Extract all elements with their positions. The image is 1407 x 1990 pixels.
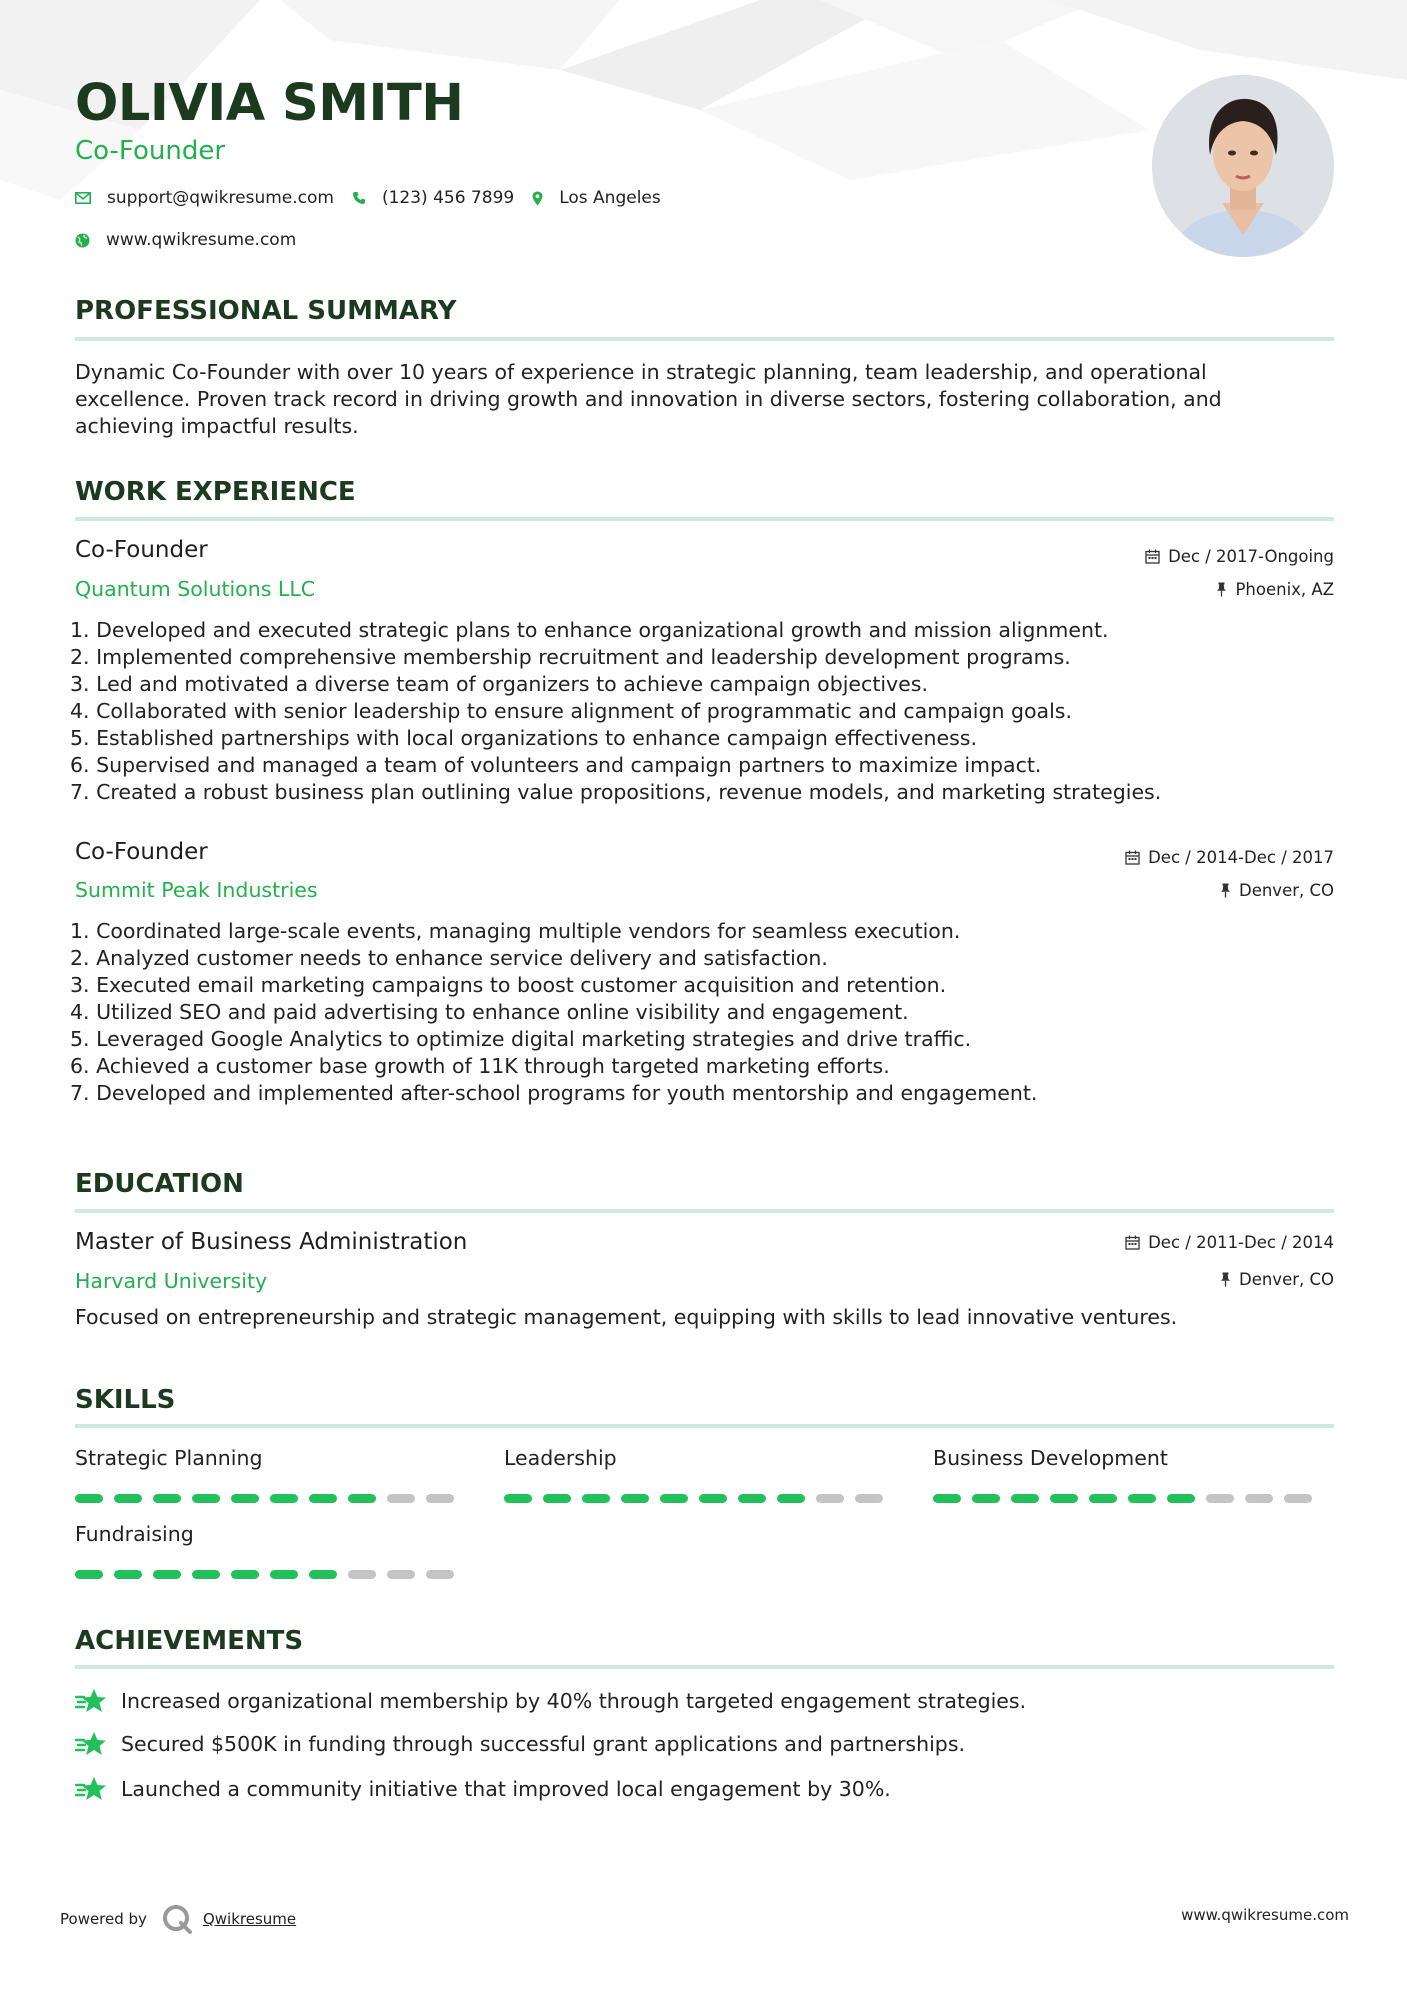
list-item: 2. Implemented comprehensive membership recruitment and leadership development programs. xyxy=(70,645,1071,669)
skill-name: Leadership xyxy=(504,1446,617,1470)
skill-dash-empty xyxy=(1206,1494,1234,1503)
skill-item xyxy=(75,1522,465,1579)
skill-dash-empty xyxy=(1284,1494,1312,1503)
section-divider xyxy=(75,1665,1334,1669)
education-heading: EDUCATION xyxy=(75,1169,244,1199)
skill-dash-filled xyxy=(231,1570,259,1579)
skill-dash-filled xyxy=(699,1494,727,1503)
skill-dash-filled xyxy=(933,1494,961,1503)
pushpin-icon xyxy=(1216,582,1227,597)
skill-level-bar xyxy=(504,1494,894,1503)
list-item: 6. Achieved a customer base growth of 11K through targeted marketing efforts. xyxy=(70,1054,890,1078)
list-item: 3. Executed email marketing campaigns to boost customer acquisition and retention. xyxy=(70,973,947,997)
section-divider xyxy=(75,337,1334,341)
skill-dash-filled xyxy=(1011,1494,1039,1503)
skill-dash-filled xyxy=(75,1570,103,1579)
calendar-icon xyxy=(1125,1235,1140,1250)
contact-phone[interactable] xyxy=(352,188,514,208)
list-item: 6. Supervised and managed a team of volunteers and campaign partners to maximize impact. xyxy=(70,753,1042,777)
job-company: Quantum Solutions LLC xyxy=(75,577,316,601)
summary-heading: PROFESSIONAL SUMMARY xyxy=(75,296,457,326)
achievement-text: Launched a community initiative that improved local engagement by 30%. xyxy=(121,1777,891,1801)
job-dates: Dec / 2014-Dec / 2017 xyxy=(1125,848,1334,867)
skill-dash-filled xyxy=(582,1494,610,1503)
skill-dash-empty xyxy=(426,1494,454,1503)
list-item: 2. Analyzed customer needs to enhance service delivery and satisfaction. xyxy=(70,946,828,970)
skill-dash-empty xyxy=(816,1494,844,1503)
star-badge-icon xyxy=(75,1776,107,1802)
job-title: Co-Founder xyxy=(75,537,208,563)
globe-icon xyxy=(75,233,90,248)
section-divider xyxy=(75,517,1334,521)
envelope-icon xyxy=(75,192,91,204)
skill-dash-empty xyxy=(426,1570,454,1579)
skill-name: Fundraising xyxy=(75,1522,194,1546)
skill-dash-filled xyxy=(1167,1494,1195,1503)
contact-website[interactable] xyxy=(75,230,296,250)
skill-dash-filled xyxy=(621,1494,649,1503)
skill-dash-filled xyxy=(309,1494,337,1503)
education-dates: Dec / 2011-Dec / 2014 xyxy=(1125,1233,1334,1252)
list-item: 4. Utilized SEO and paid advertising to enhance online visibility and engagement. xyxy=(70,1000,909,1024)
job-bullets xyxy=(70,918,1310,1107)
experience-heading: WORK EXPERIENCE xyxy=(75,477,356,507)
skill-dash-filled xyxy=(114,1570,142,1579)
skill-item xyxy=(933,1446,1323,1503)
skill-level-bar xyxy=(75,1570,465,1579)
skill-dash-filled xyxy=(153,1570,181,1579)
skill-dash-filled xyxy=(738,1494,766,1503)
education-location: Denver, CO xyxy=(1220,1270,1334,1289)
contact-location xyxy=(532,188,661,208)
section-divider xyxy=(75,1424,1334,1428)
skill-dash-filled xyxy=(1089,1494,1117,1503)
skill-name: Business Development xyxy=(933,1446,1168,1470)
achievement-text: Secured $500K in funding through successful grant applications and partnerships. xyxy=(121,1732,966,1756)
skill-dash-filled xyxy=(348,1494,376,1503)
achievement-item xyxy=(75,1776,891,1802)
skill-dash-filled xyxy=(192,1494,220,1503)
skill-dash-filled xyxy=(972,1494,1000,1503)
achievement-text: Increased organizational membership by 40% through targeted engagement strategies. xyxy=(121,1689,1027,1713)
achievement-item xyxy=(75,1731,965,1757)
job-location: Denver, CO xyxy=(1220,881,1334,900)
skill-dash-empty xyxy=(1245,1494,1273,1503)
footer-powered-by xyxy=(60,1904,296,1934)
skill-dash-filled xyxy=(231,1494,259,1503)
education-description: Focused on entrepreneurship and strategic management, equipping with skills to lead innovative ventures. xyxy=(75,1305,1178,1329)
skill-dash-filled xyxy=(1128,1494,1156,1503)
summary-text: Dynamic Co-Founder with over 10 years of experience in strategic planning, team leadership, and operational excellence. Proven track record in driving growth and innovation in diverse sectors, fostering collaboration, and achieving impactful results. xyxy=(75,360,1222,438)
website-text: www.qwikresume.com xyxy=(106,230,297,250)
list-item: 5. Leveraged Google Analytics to optimize digital marketing strategies and drive traffic. xyxy=(70,1027,972,1051)
list-item: 1. Developed and executed strategic plans to enhance organizational growth and mission alignment. xyxy=(70,618,1109,642)
candidate-name: OLIVIA SMITH xyxy=(75,74,464,133)
calendar-icon xyxy=(1145,549,1160,564)
job-location: Phoenix, AZ xyxy=(1216,580,1334,599)
skill-level-bar xyxy=(933,1494,1323,1503)
pushpin-icon xyxy=(1220,883,1231,898)
skill-dash-filled xyxy=(75,1494,103,1503)
map-pin-icon xyxy=(532,191,543,206)
pushpin-icon xyxy=(1220,1272,1231,1287)
skill-level-bar xyxy=(75,1494,465,1503)
skill-dash-filled xyxy=(114,1494,142,1503)
skill-dash-empty xyxy=(855,1494,883,1503)
skill-item xyxy=(504,1446,894,1503)
skill-dash-filled xyxy=(543,1494,571,1503)
star-badge-icon xyxy=(75,1688,107,1714)
skill-dash-filled xyxy=(660,1494,688,1503)
brand-link[interactable]: Qwikresume xyxy=(202,1910,297,1928)
skill-item xyxy=(75,1446,465,1503)
skill-dash-filled xyxy=(153,1494,181,1503)
achievement-item xyxy=(75,1688,1026,1714)
powered-by-label: Powered by xyxy=(60,1910,147,1928)
list-item: 5. Established partnerships with local organizations to enhance campaign effectiveness. xyxy=(70,726,977,750)
star-badge-icon xyxy=(75,1731,107,1757)
contact-row xyxy=(75,188,679,208)
phone-icon xyxy=(352,191,366,205)
skill-dash-empty xyxy=(387,1494,415,1503)
job-bullets xyxy=(70,617,1310,806)
phone-text: (123) 456 7899 xyxy=(381,188,515,208)
list-item: 1. Coordinated large-scale events, managing multiple vendors for seamless execution. xyxy=(70,919,961,943)
avatar xyxy=(1152,75,1334,257)
list-item: 7. Developed and implemented after-school programs for youth mentorship and engagement. xyxy=(70,1081,1038,1105)
skill-name: Strategic Planning xyxy=(75,1446,263,1470)
degree-title: Master of Business Administration xyxy=(75,1229,468,1255)
skill-dash-empty xyxy=(387,1570,415,1579)
list-item: 4. Collaborated with senior leadership to ensure alignment of programmatic and campaign goals. xyxy=(70,699,1072,723)
skill-dash-empty xyxy=(348,1570,376,1579)
skill-dash-filled xyxy=(777,1494,805,1503)
section-divider xyxy=(75,1209,1334,1213)
achievements-heading: ACHIEVEMENTS xyxy=(75,1626,304,1656)
school-name: Harvard University xyxy=(75,1269,268,1293)
job-title: Co-Founder xyxy=(75,839,208,865)
skill-dash-filled xyxy=(270,1494,298,1503)
list-item: 7. Created a robust business plan outlining value propositions, revenue models, and marketing strategies. xyxy=(70,780,1162,804)
job-company: Summit Peak Industries xyxy=(75,878,318,902)
skill-dash-filled xyxy=(270,1570,298,1579)
candidate-role: Co-Founder xyxy=(75,136,226,166)
skill-dash-filled xyxy=(504,1494,532,1503)
skill-dash-filled xyxy=(192,1570,220,1579)
contact-email[interactable] xyxy=(75,188,334,208)
skill-dash-filled xyxy=(1050,1494,1078,1503)
skill-dash-filled xyxy=(309,1570,337,1579)
list-item: 3. Led and motivated a diverse team of organizers to achieve campaign objectives. xyxy=(70,672,928,696)
calendar-icon xyxy=(1125,850,1140,865)
skills-heading: SKILLS xyxy=(75,1385,176,1415)
qwikresume-logo-icon xyxy=(161,1904,193,1934)
email-text: support@qwikresume.com xyxy=(107,188,334,208)
footer-url[interactable]: www.qwikresume.com xyxy=(1181,1906,1349,1924)
contact-row-2 xyxy=(75,230,314,250)
location-text: Los Angeles xyxy=(559,188,661,208)
job-dates: Dec / 2017-Ongoing xyxy=(1145,547,1334,566)
